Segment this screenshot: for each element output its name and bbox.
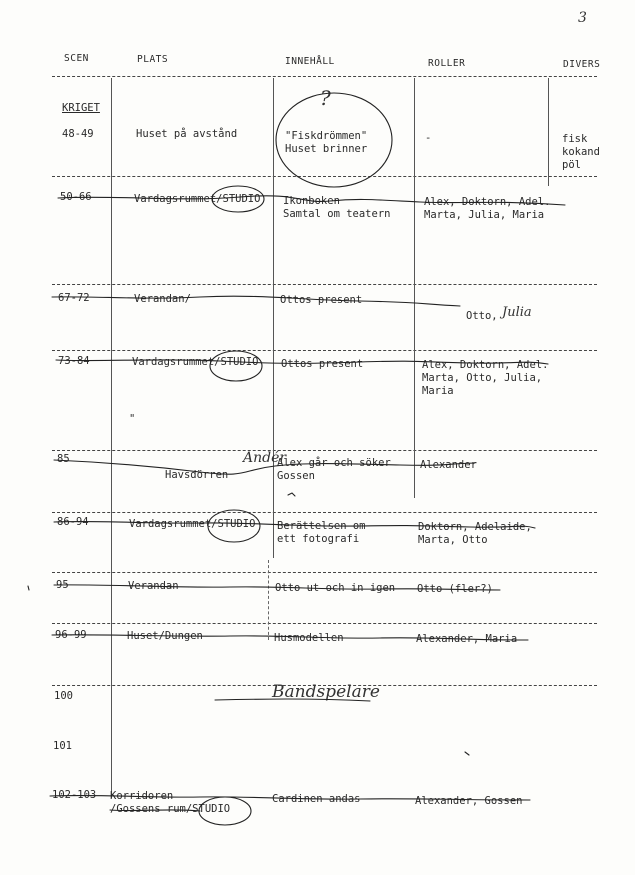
strike-row-3 <box>52 296 460 306</box>
row-1-innehall: "Fiskdrömmen" Huset brinner <box>285 130 368 155</box>
header-roller: ROLLER <box>428 58 466 69</box>
circle-studio-row-4 <box>210 351 262 381</box>
row-1-plats: Huset på avstånd <box>136 128 238 140</box>
row-4-plats: Vardagsrummet/STUDIO <box>132 356 259 368</box>
row-11-plats: Korridoren /Gossens rum/STUDIO <box>110 790 231 815</box>
header-innehall: INNEHÅLL <box>285 56 335 67</box>
row-2-scen: 50-66 <box>60 191 92 203</box>
circle-studio-row-2 <box>212 186 264 212</box>
row-6-roller: Doktorn, Adelaide, Marta, Otto <box>418 521 532 546</box>
header-scen: SCEN <box>64 53 89 64</box>
row-2-roller: Alex, Doktorn, Adel. Marta, Julia, Maria <box>424 196 551 221</box>
row-5-roller: Alexander <box>420 459 477 471</box>
row-11-scen: 102-103 <box>52 789 97 801</box>
row-5-innehall: Alex går och söker Gossen <box>277 457 391 482</box>
stray-mark-1 <box>288 493 295 496</box>
row-4-innehall: Ottos present <box>281 358 364 370</box>
row-8-scen: 96-99 <box>55 629 87 641</box>
strike-row-2 <box>58 196 565 205</box>
row-7-roller: Otto (fler?) <box>417 583 493 595</box>
row-10-scen: 101 <box>53 740 72 752</box>
row-9-innehall-note: Bandspelare <box>272 682 380 702</box>
strike-row-7 <box>54 585 500 590</box>
row-3-roller: Otto, <box>466 310 498 322</box>
strike-row-11 <box>50 795 530 800</box>
scribble-row-9 <box>215 699 370 701</box>
row-1-divers: fisk kokand pöl <box>562 133 600 171</box>
row-7-plats: Verandan <box>128 580 179 592</box>
row-4-ditto-mark: " <box>129 413 136 425</box>
row-6-scen: 86-94 <box>57 516 89 528</box>
row-11-roller: Alexander, Gossen <box>415 795 523 807</box>
row-9-scen: 100 <box>54 690 73 702</box>
strike-row-8 <box>52 635 528 640</box>
row-7-innehall: Otto ut och in igen <box>275 582 396 594</box>
row-3-innehall: Ottos present <box>280 294 363 306</box>
row-5-scen: 85 <box>57 453 70 465</box>
circle-studio-row-11 <box>199 797 251 825</box>
strike-row-6 <box>54 521 535 528</box>
header-plats: PLATS <box>137 54 169 65</box>
circle-mark-fiskdrommen <box>276 86 392 187</box>
row-3-scen: 67-72 <box>58 292 90 304</box>
strike-row-11b <box>110 810 200 811</box>
row-8-roller: Alexander, Maria <box>416 633 518 645</box>
row-3-plats: Verandan/ <box>134 293 191 305</box>
page-number: 3 <box>578 10 587 26</box>
row-4-scen: 73-84 <box>58 355 90 367</box>
row-11-innehall: Cardinen andas <box>272 793 361 805</box>
strike-row-5 <box>54 460 475 474</box>
row-1-innehall-note: ? <box>320 86 331 110</box>
row-5-plats-note: Andér <box>243 450 287 466</box>
row-8-innehall: Husmodellen <box>274 632 344 644</box>
circle-studio-row-6 <box>208 510 260 542</box>
stray-mark-2 <box>28 586 29 590</box>
row-5-plats: Havsdörren <box>165 469 229 481</box>
section-label-kriget: KRIGET <box>62 102 100 114</box>
row-6-innehall: Berättelsen om ett fotografi <box>277 520 366 545</box>
strike-row-4 <box>56 360 548 364</box>
row-1-roller: - <box>425 132 432 144</box>
row-3-roller-note: Julia <box>502 305 532 320</box>
row-6-plats: Vardagsrummet/STUDIO <box>129 518 256 530</box>
row-7-scen: 95 <box>56 579 69 591</box>
header-divers: DIVERS <box>563 59 601 70</box>
row-2-innehall: Ikonboken Samtal om teatern <box>283 195 391 220</box>
row-4-roller: Alex, Doktorn, Adel. Marta, Otto, Julia, Maria <box>422 359 549 397</box>
row-2-plats: Vardagsrummet/STUDIO <box>134 193 261 205</box>
row-8-plats: Huset/Dungen <box>127 630 203 642</box>
stray-mark-3 <box>465 752 469 755</box>
row-1-scen: 48-49 <box>62 128 94 140</box>
